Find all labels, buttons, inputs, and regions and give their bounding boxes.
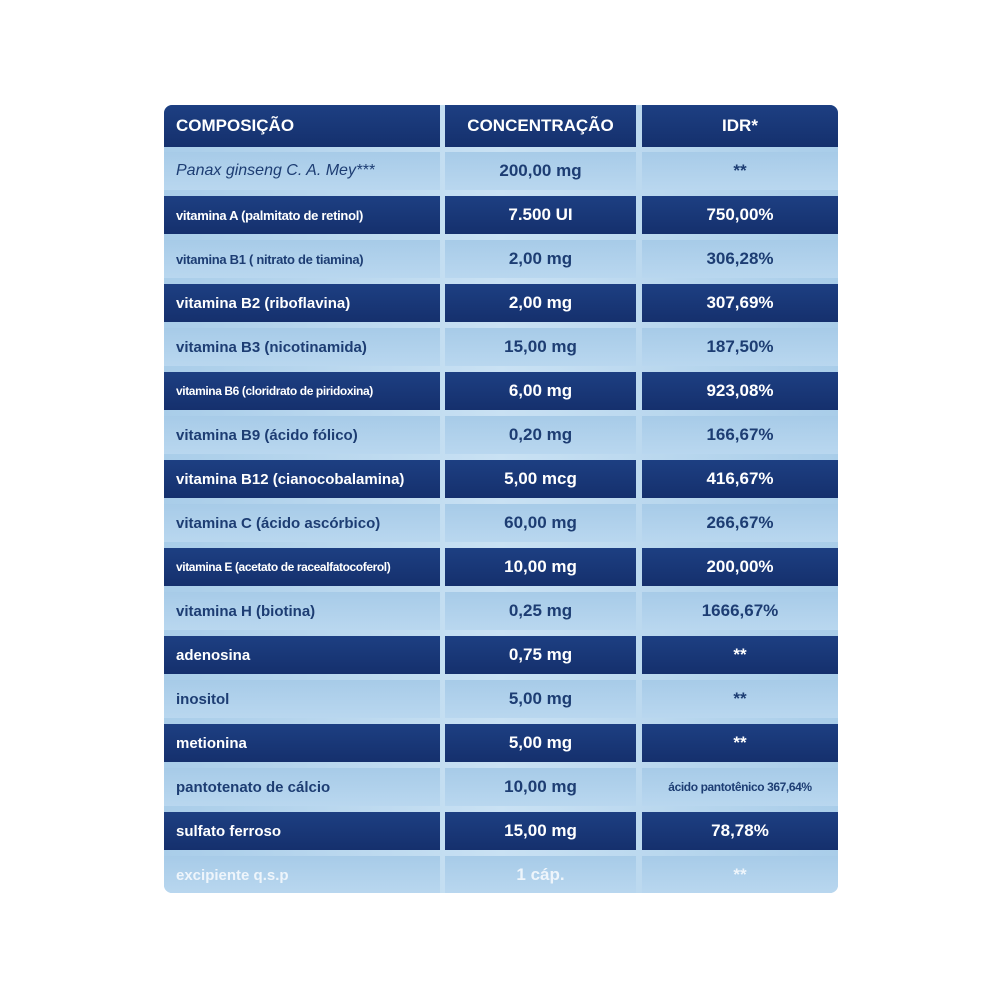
table-cell-concentracao: 5,00 mg <box>445 724 636 762</box>
table-cell-composicao: pantotenato de cálcio <box>164 768 440 806</box>
table-cell-idr: 200,00% <box>642 548 838 586</box>
table-cell-concentracao: 1 cáp. <box>445 856 636 893</box>
table-cell-concentracao: 0,20 mg <box>445 416 636 454</box>
table-cell-idr: 1666,67% <box>642 592 838 630</box>
table-cell-concentracao: 0,25 mg <box>445 592 636 630</box>
table-cell-idr: 166,67% <box>642 416 838 454</box>
table-cell-concentracao: 0,75 mg <box>445 636 636 674</box>
table-cell-concentracao: 5,00 mcg <box>445 460 636 498</box>
table-cell-idr: ** <box>642 724 838 762</box>
table-cell-composicao: vitamina C (ácido ascórbico) <box>164 504 440 542</box>
table-cell-idr: 750,00% <box>642 196 838 234</box>
table-cell-idr: ** <box>642 636 838 674</box>
table-cell-composicao: excipiente q.s.p <box>164 856 440 893</box>
table-cell-composicao: vitamina B6 (cloridrato de piridoxina) <box>164 372 440 410</box>
table-cell-concentracao: 6,00 mg <box>445 372 636 410</box>
header-composicao: COMPOSIÇÃO <box>164 105 440 147</box>
table-cell-composicao: vitamina B1 ( nitrato de tiamina) <box>164 240 440 278</box>
table-cell-composicao: Panax ginseng C. A. Mey*** <box>164 152 440 190</box>
table-cell-concentracao: 2,00 mg <box>445 240 636 278</box>
table-cell-concentracao: 10,00 mg <box>445 768 636 806</box>
table-cell-idr: 416,67% <box>642 460 838 498</box>
table-cell-idr: 923,08% <box>642 372 838 410</box>
table-cell-idr: ** <box>642 856 838 893</box>
table-cell-idr: ** <box>642 152 838 190</box>
table-cell-composicao: vitamina B2 (riboflavina) <box>164 284 440 322</box>
table-cell-composicao: sulfato ferroso <box>164 812 440 850</box>
table-cell-idr: 78,78% <box>642 812 838 850</box>
header-idr: IDR* <box>642 105 838 147</box>
table-cell-concentracao: 60,00 mg <box>445 504 636 542</box>
table-cell-concentracao: 5,00 mg <box>445 680 636 718</box>
table-cell-composicao: vitamina B12 (cianocobalamina) <box>164 460 440 498</box>
table-cell-concentracao: 10,00 mg <box>445 548 636 586</box>
table-cell-composicao: metionina <box>164 724 440 762</box>
table-cell-concentracao: 7.500 UI <box>445 196 636 234</box>
table-cell-composicao: vitamina B9 (ácido fólico) <box>164 416 440 454</box>
table-cell-idr: 306,28% <box>642 240 838 278</box>
table-cell-concentracao: 15,00 mg <box>445 328 636 366</box>
table-cell-idr: 187,50% <box>642 328 838 366</box>
table-cell-composicao: adenosina <box>164 636 440 674</box>
table-cell-composicao: inositol <box>164 680 440 718</box>
table-cell-composicao: vitamina H (biotina) <box>164 592 440 630</box>
table-cell-concentracao: 2,00 mg <box>445 284 636 322</box>
table-cell-composicao: vitamina E (acetato de racealfatocoferol) <box>164 548 440 586</box>
table-cell-idr: 266,67% <box>642 504 838 542</box>
header-concentracao: CONCENTRAÇÃO <box>445 105 636 147</box>
table-cell-concentracao: 15,00 mg <box>445 812 636 850</box>
table-cell-idr: 307,69% <box>642 284 838 322</box>
table-cell-idr: ** <box>642 680 838 718</box>
table-cell-composicao: vitamina B3 (nicotinamida) <box>164 328 440 366</box>
table-cell-idr: ácido pantotênico 367,64% <box>642 768 838 806</box>
composition-table <box>164 105 838 893</box>
table-cell-composicao: vitamina A (palmitato de retinol) <box>164 196 440 234</box>
table-cell-concentracao: 200,00 mg <box>445 152 636 190</box>
